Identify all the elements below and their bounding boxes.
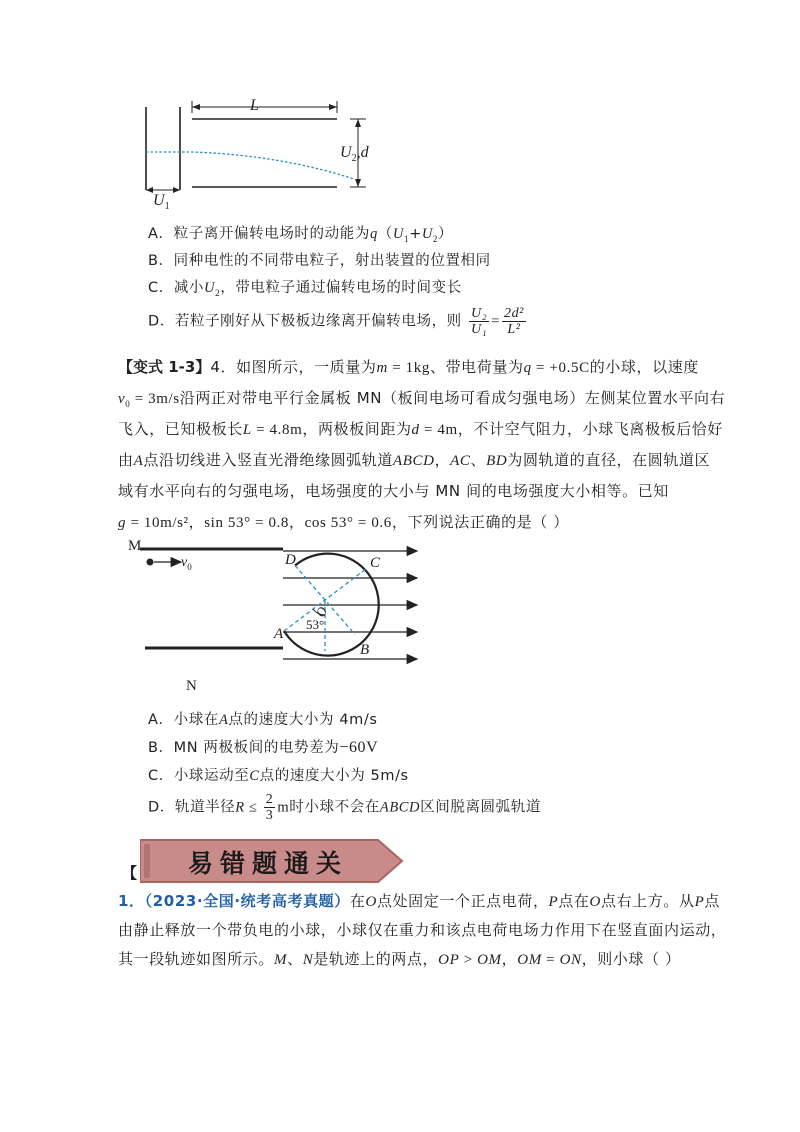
label-N: N (186, 678, 197, 694)
q2-option-a[interactable]: A．小球在A点的速度大小为 4m/s (148, 712, 378, 728)
q1-option-a[interactable]: A．粒子离开偏转电场时的动能为$q(U_1+U_2)$ (148, 226, 454, 244)
label-U1: $U_1$ (153, 192, 170, 213)
banner-bracket: 【 (122, 864, 138, 882)
q2-option-b[interactable]: B．MN 两极板间的电势差为−60V (148, 739, 379, 756)
particle-trajectory (146, 152, 354, 179)
question-number: 1． (118, 892, 145, 910)
L-arrow-right (329, 104, 337, 110)
label-D: D (285, 552, 296, 568)
label-A: A (274, 626, 284, 642)
question-1: 1．（2023·全国·统考高考真题）在O点处固定一个正点电荷，P点在O点右上方。从P点 由静止释放一个带负电的小球，小球仅在重力和该点电荷电场力作用下在竖直面内运动， 其一段轨迹如图所示。M、N是轨迹上的两点，OP > OM，OM = ON，则小球（ ） (118, 892, 727, 968)
label-53deg: 53° (306, 617, 325, 632)
q1-option-d[interactable]: D．若粒子刚好从下极板边缘离开偏转电场，则 $\frac{\text{U₂}}{\text{U₁}}$ = $\frac{\text{2d²}}{\text{L²}}$ (148, 306, 524, 337)
question-source: （2023·全国·统考高考真题） (144, 892, 350, 910)
frac-2d2-L2: $\frac{\text{2d²}}{\text{L²}}$ (503, 306, 524, 337)
banner-title: 易错题通关 (188, 849, 349, 878)
frac-u2-u1: $\frac{\text{U₂}}{\text{U₁}}$ (471, 306, 488, 337)
label-O: O (312, 604, 331, 620)
label-B: B (360, 642, 370, 658)
label-U2d: $U_2,d$ (340, 144, 369, 165)
L-arrow-left (192, 104, 200, 110)
label-v0: $v_0$ (181, 555, 192, 572)
frac-2-3: $\frac{2}{3}$ (265, 792, 274, 823)
label-M: M (128, 538, 142, 554)
variant-tag: 【变式 1-3】 (118, 358, 211, 376)
q1-option-c[interactable]: C．减小$U_2$，带电粒子通过偏转电场的时间变长 (148, 280, 462, 298)
d-arrow-up (355, 119, 361, 127)
label-C: C (370, 555, 381, 571)
q2-option-d[interactable]: D．轨道半径R ≤ $\frac{2}{3}$ m时小球不会在ABCD区间脱离圆弧轨道 (148, 792, 541, 823)
q1-option-b[interactable]: B．同种电性的不同带电粒子，射出装置的位置相同 (148, 253, 491, 269)
label-L: L (250, 97, 259, 114)
d-arrow-down (355, 179, 361, 187)
question-4: 【变式 1-3】4．如图所示，一质量为m = 1kg、带电荷量为q = +0.5C的小球，以速度 $v_0 = 3m/s$沿两正对带电平行金属板 MN（板间电场可看成匀强电场）左侧某位置水平向右 飞入，已知极板长L = 4.8m，两极板间距为d = 4m，不计空气阻力，小球飞离极板后恰好 由A点沿切线进入竖直光滑绝缘圆弧轨道ABCD，AC、BD为圆轨道的直径，在圆轨道区 域有水平向右的匀强电场，电场强度的大小与 MN 间的电场强度大小相等。已知 g = 10m/s²，sin 53° = 0.8，cos 53° = 0.6，下列说法正确的是（ ） (118, 358, 726, 531)
circular-track-figure (125, 535, 435, 670)
ball (147, 559, 154, 566)
q2-option-c[interactable]: C．小球运动至C点的速度大小为 5m/s (148, 768, 409, 784)
